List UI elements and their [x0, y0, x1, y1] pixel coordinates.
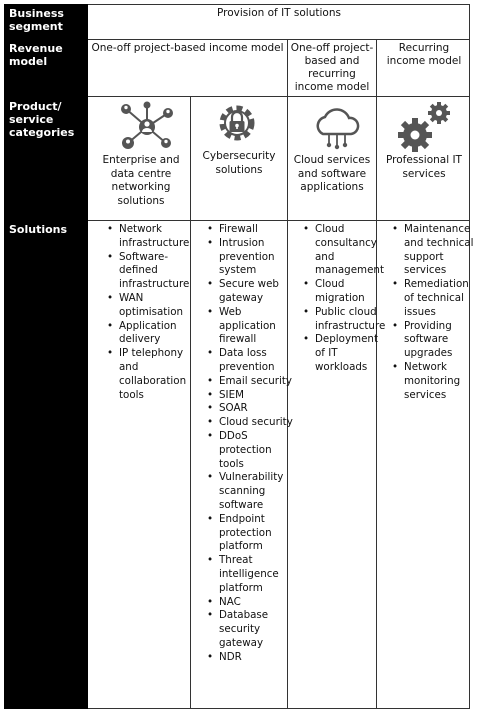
divider-row-1: [88, 39, 470, 40]
list-item: • IP telephony and collaboration tools: [119, 347, 199, 402]
list-item: • Web application firewall: [219, 306, 299, 347]
list-item: • DDoS protection tools: [219, 430, 299, 471]
list-item: • Network monitoring services: [404, 361, 478, 402]
list-item: • Maintenance and technical support services: [404, 223, 478, 278]
list-item: • Application delivery: [119, 320, 199, 348]
list-item: • Deployment of IT workloads: [315, 333, 388, 374]
security-lock-gear-icon: [213, 99, 261, 147]
list-item: • Software-defined infrastructure: [119, 251, 199, 292]
cloud-icon: [309, 104, 365, 150]
border-bottom: [88, 708, 470, 709]
solutions-networking-list: [106, 223, 199, 402]
label-business-segment: Business segment: [9, 7, 64, 33]
list-item: • SIEM: [219, 389, 299, 403]
revenue-model-one-off: One-off project-based income model: [91, 42, 284, 54]
solutions-table: [4, 4, 474, 709]
list-item: • Threat intelligence platform: [219, 554, 299, 595]
gears-icon: [395, 97, 457, 155]
list-item: • SOAR: [219, 402, 299, 416]
category-cybersecurity-label: Cybersecurity solutions: [202, 150, 276, 176]
list-item: • Remediation of technical issues: [404, 278, 478, 319]
solutions-professional-list: [391, 223, 478, 402]
list-item: • Cloud security: [219, 416, 299, 430]
revenue-model-recurring: Recurring income model: [386, 42, 462, 67]
list-item: • Cloud consultancy and management: [315, 223, 388, 278]
list-item: • Database security gateway: [219, 609, 299, 650]
solutions-cybersecurity-list: [206, 223, 299, 665]
list-item: • Cloud migration: [315, 278, 388, 306]
label-revenue-model: Revenue model: [9, 42, 63, 68]
category-networking-label: Enterprise and data centre networking solutions: [102, 154, 180, 207]
divider-row-3: [88, 220, 470, 221]
row-label-column: [4, 4, 88, 709]
label-product-categories: Product/ service categories: [9, 100, 75, 139]
category-cloud-label: Cloud services and software applications: [293, 154, 371, 193]
list-item: • NAC: [219, 596, 299, 610]
list-item: • Intrusion prevention system: [219, 237, 299, 278]
network-icon: [118, 101, 176, 153]
list-item: • Firewall: [219, 223, 299, 237]
list-item: • Email security: [219, 375, 299, 389]
list-item: • Providing software upgrades: [404, 320, 478, 361]
list-item: • Secure web gateway: [219, 278, 299, 306]
list-item: • Public cloud infrastructure: [315, 306, 388, 334]
list-item: • Endpoint protection platform: [219, 513, 299, 554]
solutions-cloud-list: [302, 223, 388, 375]
list-item: • WAN optimisation: [119, 292, 199, 320]
revenue-model-mixed: One-off project-based and recurring income model: [290, 42, 374, 93]
border-top: [88, 4, 470, 5]
list-item: • NDR: [219, 651, 299, 665]
label-solutions: Solutions: [9, 223, 68, 236]
divider-col-2: [190, 96, 191, 709]
category-professional-label: Professional IT services: [386, 154, 462, 180]
list-item: • Network infrastructure: [119, 223, 199, 251]
list-item: • Vulnerability scanning software: [219, 471, 299, 512]
list-item: • Data loss prevention: [219, 347, 299, 375]
business-segment-value: Provision of IT solutions: [217, 7, 341, 19]
